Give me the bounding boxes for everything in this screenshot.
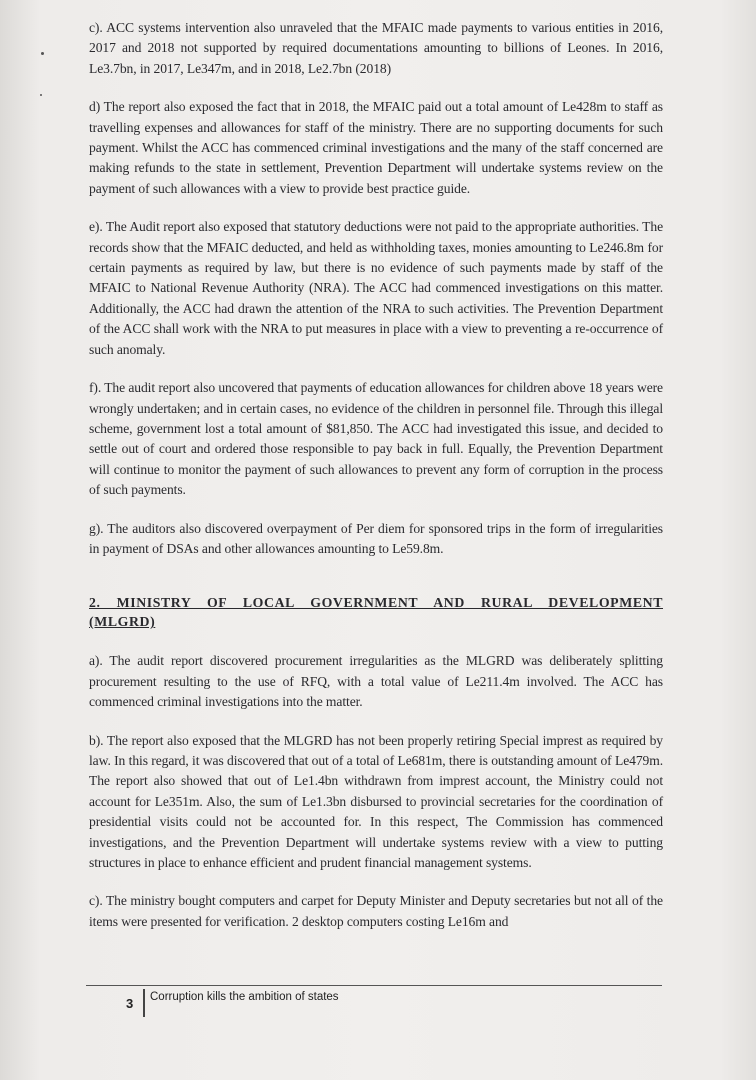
paragraph-c-systems-intervention: c). ACC systems intervention also unraveled that the MFAIC made payments to various entities in 2016, 2017 and 2018 not supported by required documentations amounting to billions of Leones. In 2016, Le3.7bn, in 2017, Le347m, and in 2018, Le2.7bn (2018) <box>89 20 663 76</box>
page-body <box>89 18 663 950</box>
footer-slogan: Corruption kills the ambition of states <box>150 991 339 1003</box>
footer-divider <box>143 989 145 1017</box>
paragraph-b-special-imprest: b). The report also exposed that the MLGRD has not been properly retiring Special imprest as required by law. In this regard, it was discovered that out of a total of Le681m, there is outstanding amount of Le479m. The report also showed that out of Le1.4bn withdrawn from imprest account, the Ministry could not account for Le351m. Also, the sum of Le1.3bn disbursed to provincial secretaries for the coordination of presidential visits could not be accounted for. In this respect, The Commission has commenced investigations, and the Prevention Department will undertake systems review with a view to putting structures in place to enhance efficient and prudent financial management systems. <box>89 732 663 870</box>
paragraph-c-computers-carpet: c). The ministry bought computers and carpet for Deputy Minister and Deputy secretaries but not all of the items were presented for verification. 2 desktop computers costing Le16m and <box>89 893 663 929</box>
paragraph-a-procurement-irregularities: a). The audit report discovered procurement irregularities as the MLGRD was deliberately splitting procurement resulting to the use of RFQ, with a total value of Le211.4m involved. The ACC has commenced criminal investigations into the matter. <box>89 653 663 710</box>
paragraph-d-travelling-expenses: d) The report also exposed the fact that in 2018, the MFAIC paid out a total amount of Le428m to staff as travelling expenses and allowances for staff of the ministry. There are no supporting documents for such payment. Whilst the ACC has commenced criminal investigations and the many of the staff concerned are making refunds to the state in settlement, Prevention Department will undertake systems review on the payment of such allowances with a view to provide best practice guide. <box>89 99 663 196</box>
page-number: 3 <box>126 996 134 1011</box>
page-footer <box>86 985 662 1011</box>
section-heading-mlgrd: 2. MINISTRY OF LOCAL GOVERNMENT AND RURAL DEVELOPMENT (MLGRD) <box>89 595 663 630</box>
scan-speck <box>41 52 44 55</box>
scan-speck <box>40 94 42 96</box>
paragraph-g-per-diem-overpayment: g). The auditors also discovered overpayment of Per diem for sponsored trips in the form of irregularities in payment of DSAs and other allowances amounting to Le59.8m. <box>89 520 663 556</box>
paragraph-e-statutory-deductions: e). The Audit report also exposed that statutory deductions were not paid to the appropriate authorities. The records show that the MFAIC deducted, and held as withholding taxes, monies amounting to Le246.8m for certain payments as required by law, but there is no evidence of such payments made by staff of the MFAIC to National Revenue Authority (NRA). The ACC had commenced investigations on this matter. Additionally, the ACC had drawn the attention of the NRA to such activities. The Prevention Department of the ACC shall work with the NRA to put measures in place with a view to preventing a re-occurrence of such anomaly. <box>89 219 663 357</box>
paragraph-f-education-allowances: f). The audit report also uncovered that payments of education allowances for children above 18 years were wrongly undertaken; and in certain cases, no evidence of the children in personnel file. Through this illegal scheme, government lost a total amount of $81,850. The ACC had investigated this issue, and decided to settle out of court and ordered those responsible to pay back in full. Equally, the Prevention Department will continue to monitor the payment of such allowances to prevent any form of corruption in the process of such payments. <box>89 380 663 498</box>
